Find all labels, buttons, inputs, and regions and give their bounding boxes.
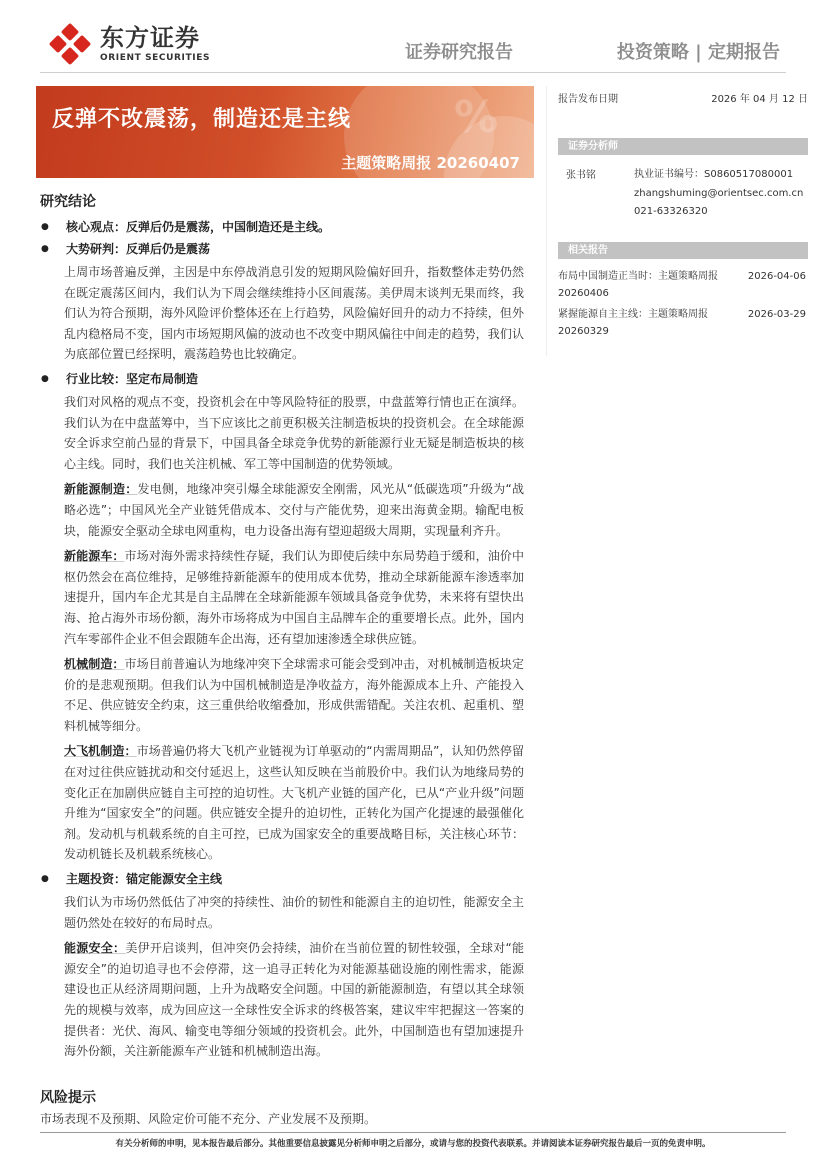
theme-investment-paragraph: 我们认为市场仍然低估了冲突的持续性、油价的韧性和能源自主的迫切性，能源安全主题仍然处在较好的布局时点。 xyxy=(64,895,524,930)
orient-logo-icon xyxy=(48,22,92,66)
nev-car-paragraph xyxy=(40,546,524,649)
analyst-section-label: 证券分析师 xyxy=(558,138,808,155)
footer-disclaimer: 有关分析师的申明，见本报告最后部分。其他重要信息披露见分析师申明之后部分，或请与您的投资代表联系。并请阅读本证券研究报告最后一页的免责申明。 xyxy=(115,1139,711,1149)
report-type: 证券研究报告 xyxy=(405,42,513,63)
analyst-license: 执业证书编号：S0860517080001 xyxy=(634,169,794,180)
bullet-market-outlook: ● 大势研判：反弹后仍是震荡 xyxy=(40,240,524,258)
footer-divider xyxy=(40,1132,786,1133)
related-report-title: 布局中国制造正当时：主题策略周报 20260406 xyxy=(558,271,718,299)
nev-power-paragraph xyxy=(40,479,524,541)
risk-title: 风险提示 xyxy=(40,1090,96,1106)
energy-security-paragraph xyxy=(40,938,524,1062)
bullet-core-view: ● 核心观点：反弹后仍是震荡，中国制造还是主线。 xyxy=(40,218,524,236)
machinery-text: 市场目前普遍认为地缘冲突下全球需求可能会受到冲击，对机械制造板块定价的是悲观预期。但我们认为中国机械制造是净收益方，海外能源成本上升、产能投入不足、供应链安全约束，这三重供给收缩叠加，形成供需错配。关注农机、起重机、塑料机械等细分。 xyxy=(64,657,524,733)
logo-en-name: ORIENT SECURITIES xyxy=(100,53,211,63)
company-logo xyxy=(48,22,210,66)
related-report-date: 2026-03-29 xyxy=(747,309,806,320)
machinery-label: 机械制造： xyxy=(64,657,125,672)
report-subtitle: 主题策略周报 20260407 xyxy=(341,154,520,172)
nev-car-label: 新能源车： xyxy=(64,549,125,564)
related-report-title: 紧握能源自主主线：主题策略周报 20260329 xyxy=(558,309,708,337)
risk-text: 市场表现不及预期、风险定价可能不充分、产业发展不及预期。 xyxy=(40,1112,377,1126)
header-divider xyxy=(40,72,786,73)
logo-cn-name: 东方证券 xyxy=(100,24,200,52)
related-report-date: 2026-04-06 xyxy=(747,271,806,282)
energy-security-text: 美伊开启谈判，但冲突仍会持续，油价在当前位置的韧性较强，全球对“能源安全”的迫切追寻也不会停滞，这一追寻正转化为对能源基础设施的刚性需求，能源建设也正从经济周期问题，上升为战略安全问题。中国的新能源制造，有望以其全球领先的规模与效率，成为回应这一全球性安全诉求的终极答案，建议牢牢把握这一答案的提供者：光伏、海风、输变电等细分领域的投资机会。此外，中国制造也有望加速提升海外份额，关注新能源车产业链和机械制造出海。 xyxy=(64,941,524,1059)
main-content xyxy=(40,192,524,1067)
nev-car-text: 市场对海外需求持续性存疑，我们认为即使后续中东局势趋于缓和，油价中枢仍然会在高位维持，足够维持新能源车的使用成本优势，推动全球新能源车渗透率加速提升，国内车企尤其是自主品牌在全球新能源车领域具备竞争优势，未来将有望快出海、抢占海外市场份额，海外市场将成为中国自主品牌车企的重要增长点。此外，国内汽车零部件企业不但会跟随车企出海，还有望加速渗透全球供应链。 xyxy=(64,549,524,646)
energy-security-label: 能源安全： xyxy=(64,941,126,956)
publish-date-label: 报告发布日期 xyxy=(558,94,618,105)
banner-decoration: % xyxy=(454,92,499,143)
analyst-email[interactable]: zhangshuming@orientsec.com.cn xyxy=(634,187,804,199)
aircraft-paragraph xyxy=(40,741,524,865)
analyst-phone: 021-63326320 xyxy=(634,206,708,217)
related-reports-list xyxy=(558,268,808,344)
report-category: 投资策略 | 定期报告 xyxy=(616,42,780,63)
sidebar-divider xyxy=(546,86,547,356)
market-outlook-paragraph: 上周市场普遍反弹，主因是中东停战消息引发的短期风险偏好回升，指数整体走势仍然在既定震荡区间内，我们认为下周会继续维持小区间震荡。美伊周末谈判无果而终，我们认为符合预期，海外风险评价整体还在上行趋势，风险偏好回升的动力不持续，但外乱内稳格局不变，国内市场短期风偏的波动也不改变中期风偏往中间走的趋势，我们认为底部位置已经探明，震荡趋势也比较确定。 xyxy=(64,265,524,362)
title-banner xyxy=(36,86,534,178)
related-report-item[interactable] xyxy=(558,306,808,340)
bullet-theme-investment: ● 主题投资：锚定能源安全主线 xyxy=(40,870,524,888)
bullet-industry-comparison: ● 行业比较：坚定布局制造 xyxy=(40,370,524,388)
report-title: 反弹不改震荡，制造还是主线 xyxy=(52,107,352,132)
related-report-item[interactable] xyxy=(558,268,808,302)
analyst-name: 张书铭 xyxy=(566,170,596,181)
nev-power-label: 新能源制造： xyxy=(64,482,138,497)
related-reports-label: 相关报告 xyxy=(558,242,808,259)
section-title: 研究结论 xyxy=(40,194,96,210)
publish-date-value: 2026 年 04 月 12 日 xyxy=(711,94,808,105)
publish-date-row xyxy=(558,90,808,105)
nev-power-text: 发电侧，地缘冲突引爆全球能源安全刚需，风光从“低碳选项”升级为“战略必选”；中国风光全产业链凭借成本、交付与产能优势，迎来出海黄金期。输配电板块，能源安全驱动全球电网重构，电力设备出海有望迎超级大周期，实现量利齐升。 xyxy=(64,482,524,538)
industry-comparison-paragraph: 我们对风格的观点不变，投资机会在中等风险特征的股票，中盘蓝筹行情也正在演绎。我们认为在中盘蓝筹中，当下应该比之前更积极关注制造板块的投资机会。在全球能源安全诉求空前凸显的背景下，中国具备全球竞争优势的新能源行业无疑是制造板块的核心主线。同时，我们也关注机械、军工等中国制造的优势领域。 xyxy=(64,394,524,471)
aircraft-text: 市场普遍仍将大飞机产业链视为订单驱动的“内需周期品”，认知仍然停留在对过往供应链扰动和交付延迟上，这些认知反映在当前股价中。我们认为地缘局势的变化正在加剧供应链自主可控的迫切性。大飞机产业链的国产化，已从“产业升级”问题升维为“国家安全”的问题。供应链安全提升的迫切性，正转化为国产化提速的最强催化剂。发动机与机载系统的自主可控，已成为国家安全的重要战略目标，关注核心环节：发动机链长及机载系统核心。 xyxy=(64,744,524,862)
machinery-paragraph xyxy=(40,654,524,736)
aircraft-label: 大飞机制造： xyxy=(64,744,137,759)
